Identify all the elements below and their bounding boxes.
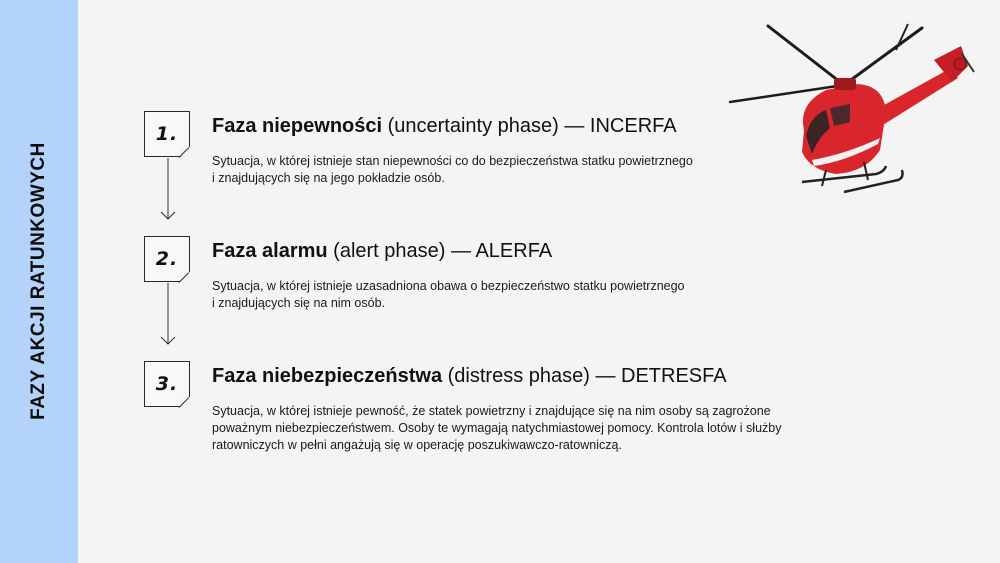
step-title-3	[212, 365, 727, 388]
step-number: 1.	[155, 123, 179, 145]
step-title-bold: Faza alarmu	[212, 240, 328, 262]
down-arrow-icon	[160, 283, 176, 347]
rescue-helicopter-image	[726, 20, 976, 200]
step-description-2	[212, 278, 685, 312]
description-line: ratowniczych w pełni angażują się w operację poszukiwawczo-ratowniczą.	[212, 438, 622, 452]
down-arrow-icon	[160, 158, 176, 222]
step-title-bold: Faza niepewności	[212, 115, 383, 137]
description-line: i znajdujących się na nim osób.	[212, 296, 386, 310]
description-line: Sytuacja, w której istnieje stan niepewności co do bezpieczeństwa statku powietrznego	[212, 154, 693, 168]
step-title-rest: (uncertainty phase) — INCERFA	[382, 115, 677, 137]
step-number: 2.	[155, 248, 179, 270]
step-title-2	[212, 240, 552, 263]
description-line: poważnym niebezpieczeństwem. Osoby te wymagają natychmiastowej pomocy. Kontrola lotów i służby	[212, 421, 782, 435]
description-line: Sytuacja, w której istnieje uzasadniona obawa o bezpieczeństwo statku powietrznego	[212, 279, 685, 293]
step-title-bold: Faza niebezpieczeństwa	[212, 365, 443, 387]
step-title-rest: (distress phase) — DETRESFA	[442, 365, 727, 387]
sidebar-title: FAZY AKCJI RATUNKOWYCH	[28, 142, 49, 420]
step-number-box-2	[144, 236, 190, 282]
step-description-3	[212, 403, 781, 454]
step-number-box-3	[144, 361, 190, 407]
step-description-1	[212, 153, 693, 187]
sidebar	[0, 0, 78, 563]
description-line: Sytuacja, w której istnieje pewność, że statek powietrzny i znajdujące się na nim osoby są zagrożone	[212, 404, 771, 418]
step-number: 3.	[155, 373, 179, 395]
step-title-rest: (alert phase) — ALERFA	[327, 240, 553, 262]
step-title-1	[212, 115, 677, 138]
description-line: i znajdujących się na jego pokładzie osób.	[212, 171, 445, 185]
step-number-box-1	[144, 111, 190, 157]
